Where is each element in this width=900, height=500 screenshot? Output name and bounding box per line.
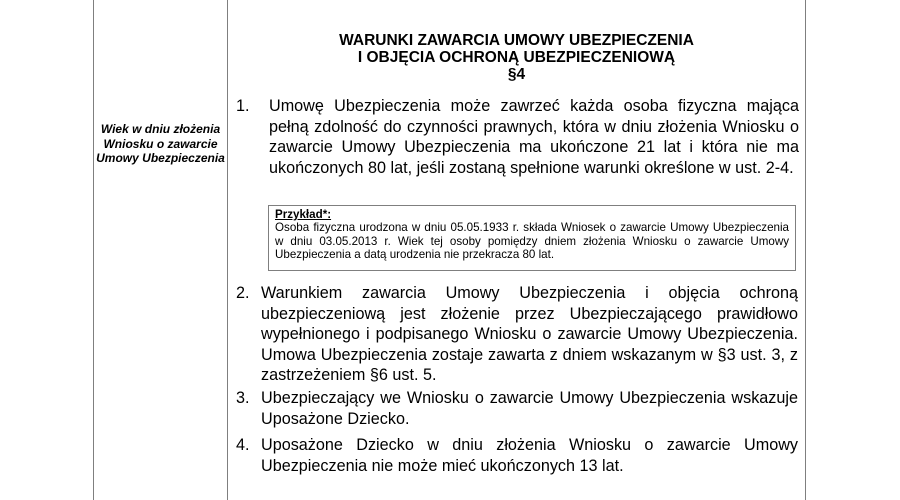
list-item bbox=[236, 283, 798, 386]
example-text: Osoba fizyczna urodzona w dniu 05.05.1933 r. składa Wniosek o zawarcie Umowy Ubezpieczenia w dniu 03.05.2013 r. Wiek tej osoby pomiędzy dniem złożenia Wniosku o zawarcie Umowy Ubezpieczenia a datą urodzenia nie przekracza 80 lat. bbox=[275, 221, 789, 262]
heading-section-number: §4 bbox=[507, 66, 526, 83]
list-item-number: 2. bbox=[236, 284, 250, 302]
table-border-left bbox=[93, 0, 94, 500]
list-item bbox=[236, 388, 798, 429]
section-heading bbox=[228, 32, 805, 83]
heading-line-2: I OBJĘCIA OCHRONĄ UBEZPIECZENIOWĄ bbox=[357, 49, 676, 66]
list-item-text: Umowę Ubezpieczenia może zawrzeć każda osoba fizyczna mająca pełną zdolność do czynności prawnych, która w dniu złożenia Wniosku o zawarcie Umowy Ubezpieczenia ma ukończone 21 lat i która nie ma ukończonych 80 lat, jeśli zostaną spełnione warunki określone w ust. 2-4. bbox=[269, 97, 799, 177]
list-item-number: 4. bbox=[236, 436, 250, 454]
list-item bbox=[236, 435, 798, 476]
list-item-text: Ubezpieczający we Wniosku o zawarcie Umowy Ubezpieczenia wskazuje Uposażone Dziecko. bbox=[261, 389, 798, 428]
list-item-text: Warunkiem zawarcia Umowy Ubezpieczenia i objęcia ochroną ubezpieczeniową jest złożenie przez Ubezpieczającego prawidłowo wypełnionego i podpisanego Wniosku o zawarcie Umowy Ubezpieczenia. Umowa Ubezpieczenia zostaje zawarta z dniem wskazanym w §3 ust. 3, z zastrzeżeniem §6 ust. 5. bbox=[261, 284, 798, 384]
list-item-number: 1. bbox=[236, 97, 250, 115]
left-column-label: Wiek w dniu złożenia Wniosku o zawarcie Umowy Ubezpieczenia bbox=[96, 122, 225, 165]
list-item-number: 3. bbox=[236, 389, 250, 407]
example-title: Przykład*: bbox=[275, 208, 332, 221]
example-box bbox=[268, 205, 796, 271]
list-item-text: Uposażone Dziecko w dniu złożenia Wniosku o zawarcie Umowy Ubezpieczenia nie może mieć ukończonych 13 lat. bbox=[261, 436, 798, 475]
heading-line-1: WARUNKI ZAWARCIA UMOWY UBEZPIECZENIA bbox=[339, 32, 694, 49]
list-item bbox=[236, 96, 799, 178]
table-border-right bbox=[805, 0, 806, 500]
